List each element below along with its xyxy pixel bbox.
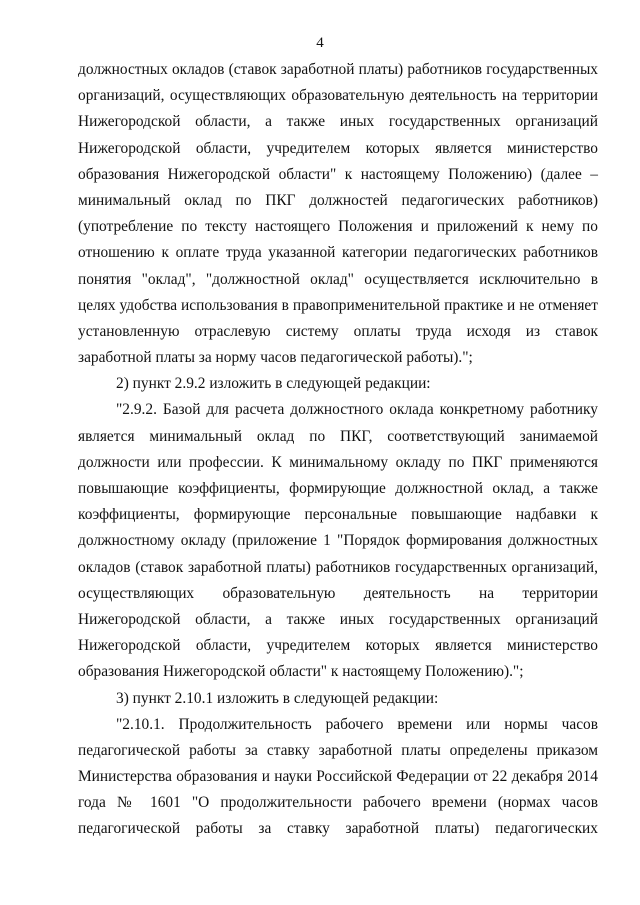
text-line: является минимальный оклад по ПКГ, соответствующий занимаемой bbox=[78, 427, 598, 445]
text-line: Нижегородской области, а также иных государственных организаций bbox=[78, 113, 598, 131]
text-line: педагогической работы за ставку заработной платы) педагогических bbox=[78, 820, 598, 838]
text-line: года № 1601 "О продолжительности рабочего времени (нормах часов bbox=[78, 794, 598, 812]
text-line: должностных окладов (ставок заработной платы) работников государственных bbox=[78, 61, 598, 78]
text-line: Нижегородской области, а также иных государственных организаций bbox=[78, 610, 598, 628]
text-line: должностному окладу (приложение 1 "Порядок формирования должностных bbox=[78, 532, 598, 550]
text-line: образования Нижегородской области" к настоящему Положению) (далее – bbox=[78, 165, 598, 183]
text-line: (употребление по тексту настоящего Положения и приложений к нему по bbox=[78, 218, 598, 236]
text-line: целях удобства использования в правоприменительной практике и не отменяет bbox=[78, 296, 598, 314]
text-line: 3) пункт 2.10.1 изложить в следующей редакции: bbox=[116, 689, 439, 707]
text-line: педагогической работы за ставку заработной платы определены приказом bbox=[78, 741, 598, 759]
text-line: организаций, осуществляющих образовательную деятельность на территории bbox=[78, 87, 598, 105]
text-line: повышающие коэффициенты, формирующие должностной оклад, а также bbox=[78, 480, 598, 497]
text-line: "2.10.1. Продолжительность рабочего времени или нормы часов bbox=[116, 715, 598, 733]
text-line: установленную отраслевую систему оплаты труда исходя из ставок bbox=[78, 322, 598, 340]
text-line: Министерства образования и науки Российской Федерации от 22 декабря 2014 bbox=[78, 768, 598, 786]
text-line: Нижегородской области, учредителем которых является министерство bbox=[78, 139, 598, 157]
text-line: "2.9.2. Базой для расчета должностного оклада конкретному работнику bbox=[116, 401, 598, 419]
text-line: отношению к оплате труда указанной категории педагогических работников bbox=[78, 244, 598, 262]
text-line: должности или профессии. К минимальному окладу по ПКГ применяются bbox=[78, 453, 598, 471]
text-line: образования Нижегородской области" к настоящему Положению)."; bbox=[78, 663, 524, 681]
text-line: минимальный оклад по ПКГ должностей педагогических работников) bbox=[78, 191, 598, 209]
page-number: 4 bbox=[316, 35, 324, 51]
document-body bbox=[78, 57, 598, 843]
text-line: 2) пункт 2.9.2 изложить в следующей редакции: bbox=[116, 375, 431, 393]
text-line: осуществляющих образовательную деятельность на территории bbox=[78, 584, 598, 602]
text-line: понятия "оклад", "должностной оклад" осуществляется исключительно в bbox=[78, 270, 598, 288]
text-line: окладов (ставок заработной платы) работников государственных организаций, bbox=[78, 558, 598, 576]
text-line: заработной платы за норму часов педагогической работы)."; bbox=[78, 349, 473, 367]
text-line: коэффициенты, формирующие персональные повышающие надбавки к bbox=[78, 506, 598, 524]
text-line: Нижегородской области, учредителем которых является министерство bbox=[78, 637, 598, 655]
